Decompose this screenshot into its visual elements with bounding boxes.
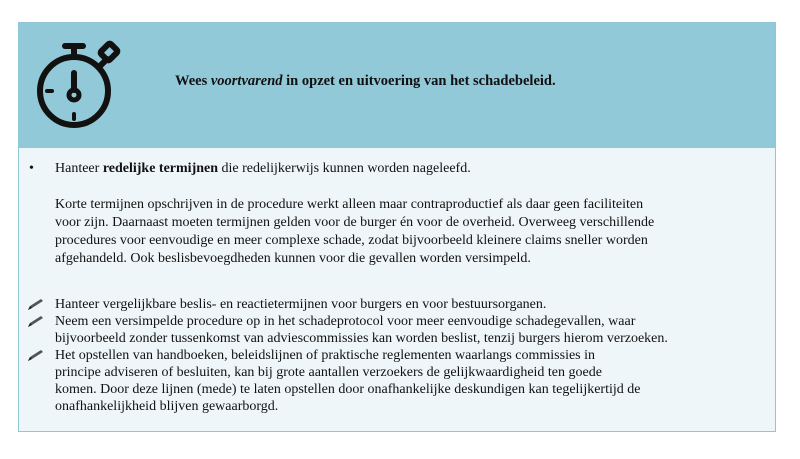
- paragraph-line: voor zijn. Daarnaast moeten termijnen gelden voor de burger én voor de overheid. Overweeg verschillende: [55, 215, 655, 230]
- bullet-text: Hanteer redelijke termijnen die redelijkerwijs kunnen worden nageleefd.: [55, 161, 471, 176]
- pen-icon: [27, 298, 45, 311]
- recommendation-line: Neem een versimpelde procedure op in het schadeprotocol voor meer eenvoudige schadegevallen, waar: [55, 314, 636, 329]
- paragraph-line: procedures voor eenvoudige en meer complexe schade, zodat bijvoorbeeld kleinere claims sneller worden: [55, 233, 648, 248]
- recommendation-line: bijvoorbeeld zonder tussenkomst van adviescommissies kan worden beslist, tenzij burgers hierom verzoeken.: [55, 331, 668, 346]
- pen-icon: [27, 315, 45, 328]
- pen-icon: [27, 349, 45, 362]
- recommendation-line: onafhankelijkheid blijven gewaarborgd.: [55, 399, 279, 414]
- bullet-marker: •: [29, 161, 34, 176]
- info-card: [18, 22, 776, 432]
- recommendation-item: [27, 313, 767, 347]
- card-header: [19, 23, 775, 148]
- recommendation-line: principe adviseren of besluiten, kan bij grote aantallen verzoekers de gelijkwaardigheid ten goede: [55, 365, 602, 380]
- paragraph-line: Korte termijnen opschrijven in de procedure werkt alleen maar contraproductief als daar geen faciliteiten: [55, 197, 644, 212]
- recommendation-line: komen. Door deze lijnen (mede) te laten opstellen door onafhankelijke deskundigen kan tegelijkertijd de: [55, 382, 641, 397]
- recommendation-item: [27, 296, 767, 313]
- explanation-paragraph: [55, 196, 767, 268]
- recommendation-line: Hanteer vergelijkbare beslis- en reactietermijnen voor burgers en voor bestuursorganen.: [55, 297, 547, 312]
- paragraph-line: afgehandeld. Ook beslisbevoegdheden kunnen voor die gevallen worden versimpeld.: [55, 251, 531, 266]
- recommendation-list: [27, 296, 767, 415]
- recommendation-item: [27, 347, 767, 415]
- header-title: Wees voortvarend in opzet en uitvoering van het schadebeleid.: [175, 73, 556, 89]
- stopwatch-icon: [29, 33, 129, 133]
- recommendation-line: Het opstellen van handboeken, beleidslijnen of praktische reglementen waarlangs commissies in: [55, 348, 596, 363]
